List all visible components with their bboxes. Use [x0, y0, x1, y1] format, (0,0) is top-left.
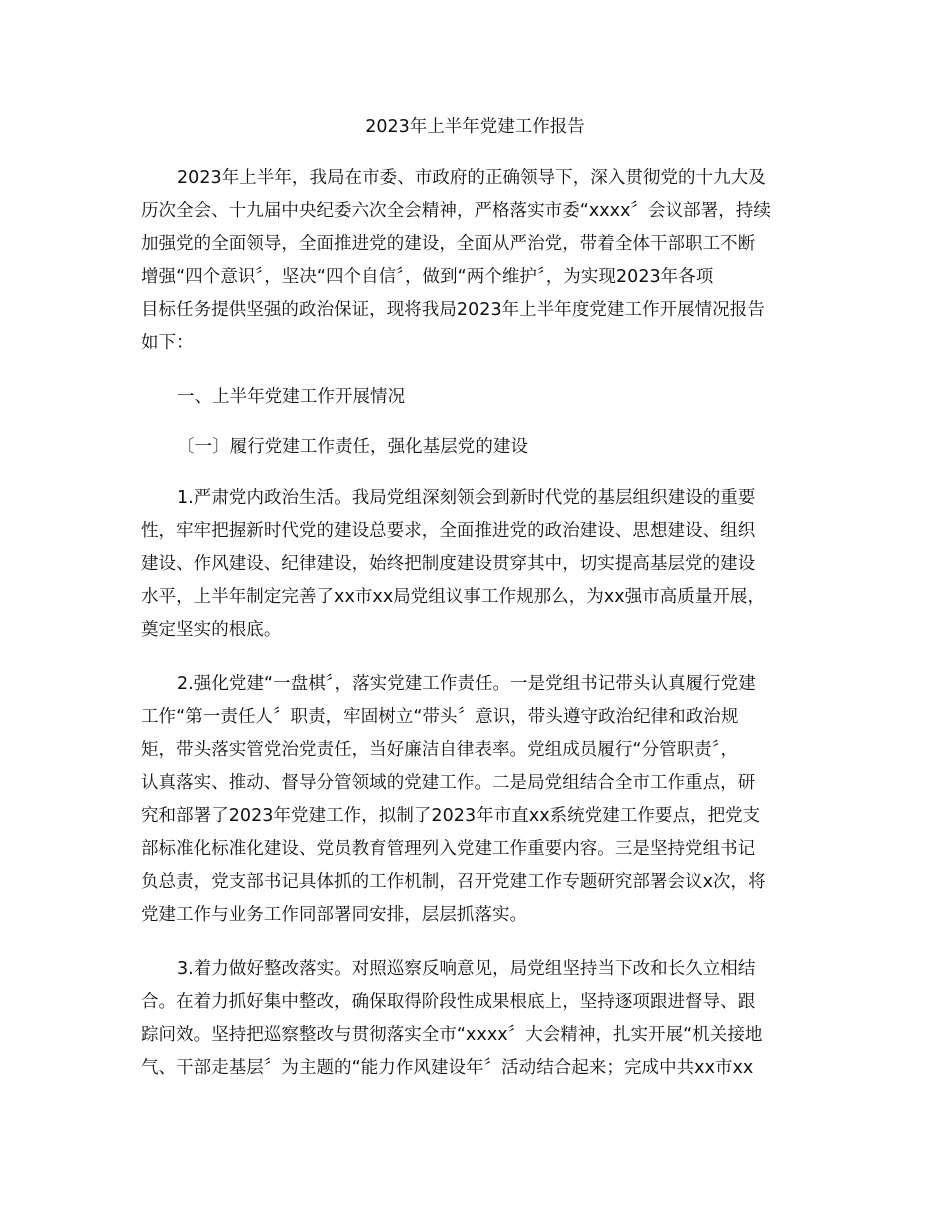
document-title: 2023年上半年党建工作报告 [365, 117, 585, 137]
paragraph-line: 矩，带头落实管党治党责任，当好廉洁自律表率。党组成员履行“分管职责〞， [141, 740, 739, 760]
paragraph-line: 2.强化党建“一盘棋〞，落实党建工作责任。一是党组书记带头认真履行党建 [177, 674, 756, 694]
paragraph-line: 历次全会、十九届中央纪委六次全会精神，严格落实市委“xxxx〞会议部署，持续 [141, 201, 771, 221]
paragraph-line: 目标任务提供坚强的政治保证，现将我局2023年上半年度党建工作开展情况报告 [141, 300, 765, 320]
paragraph-line: 合。在着力抓好集中整改，确保取得阶段性成果根底上，坚持逐项跟进督导、跟 [141, 992, 756, 1012]
paragraph-line: 2023年上半年，我局在市委、市政府的正确领导下，深入贯彻党的十九大及 [177, 168, 766, 188]
paragraph-line: 1.严肃党内政治生活。我局党组深刻领会到新时代党的基层组织建设的重要 [177, 488, 756, 508]
paragraph-line: 奠定坚实的根底。 [141, 620, 282, 640]
section-heading: 一、上半年党建工作开展情况 [177, 387, 406, 407]
paragraph-line: 建设、作风建设、纪律建设，始终把制度建设贯穿其中，切实提高基层党的建设 [141, 554, 756, 574]
paragraph-line: 工作“第一责任人〞职责，牢固树立“带头〞意识，带头遵守政治纪律和政治规 [141, 707, 739, 727]
paragraph-line: 究和部署了2023年党建工作，拟制了2023年市直xx系统党建工作要点，把党支 [141, 806, 761, 826]
paragraph-line: 部标准化标准化建设、党员教育管理列入党建工作重要内容。三是坚持党组书记 [141, 839, 756, 859]
paragraph-line: 水平，上半年制定完善了xx市xx局党组议事工作规那么，为xx强市高质量开展， [141, 587, 766, 607]
paragraph-line: 加强党的全面领导，全面推进党的建设，全面从严治党，带着全体干部职工不断 [141, 234, 756, 254]
paragraph-line: 性，牢牢把握新时代党的建设总要求，全面推进党的政治建设、思想建设、组织 [141, 521, 756, 541]
paragraph-line: 增强“四个意识〞，坚决“四个自信〞，做到“两个维护〞，为实现2023年各项 [141, 267, 714, 287]
subsection-heading: 〔一〕履行党建工作责任，强化基层党的建设 [177, 437, 528, 457]
paragraph-line: 3.着力做好整改落实。对照巡察反响意见，局党组坚持当下改和长久立相结 [177, 959, 756, 979]
paragraph-line: 踪问效。坚持把巡察整改与贯彻落实全市“xxxx〞大会精神，扎实开展“机关接地 [141, 1025, 763, 1045]
paragraph-line: 负总责，党支部书记具体抓的工作机制，召开党建工作专题研究部署会议x次，将 [141, 872, 766, 892]
paragraph-line: 认真落实、推动、督导分管领域的党建工作。二是局党组结合全市工作重点，研 [141, 773, 756, 793]
paragraph-line: 党建工作与业务工作同部署同安排，层层抓落实。 [141, 905, 528, 925]
paragraph-line: 如下： [141, 333, 194, 353]
paragraph-line: 气、干部走基层〞为主题的“能力作风建设年〞活动结合起来；完成中共xx市xx [141, 1058, 754, 1078]
